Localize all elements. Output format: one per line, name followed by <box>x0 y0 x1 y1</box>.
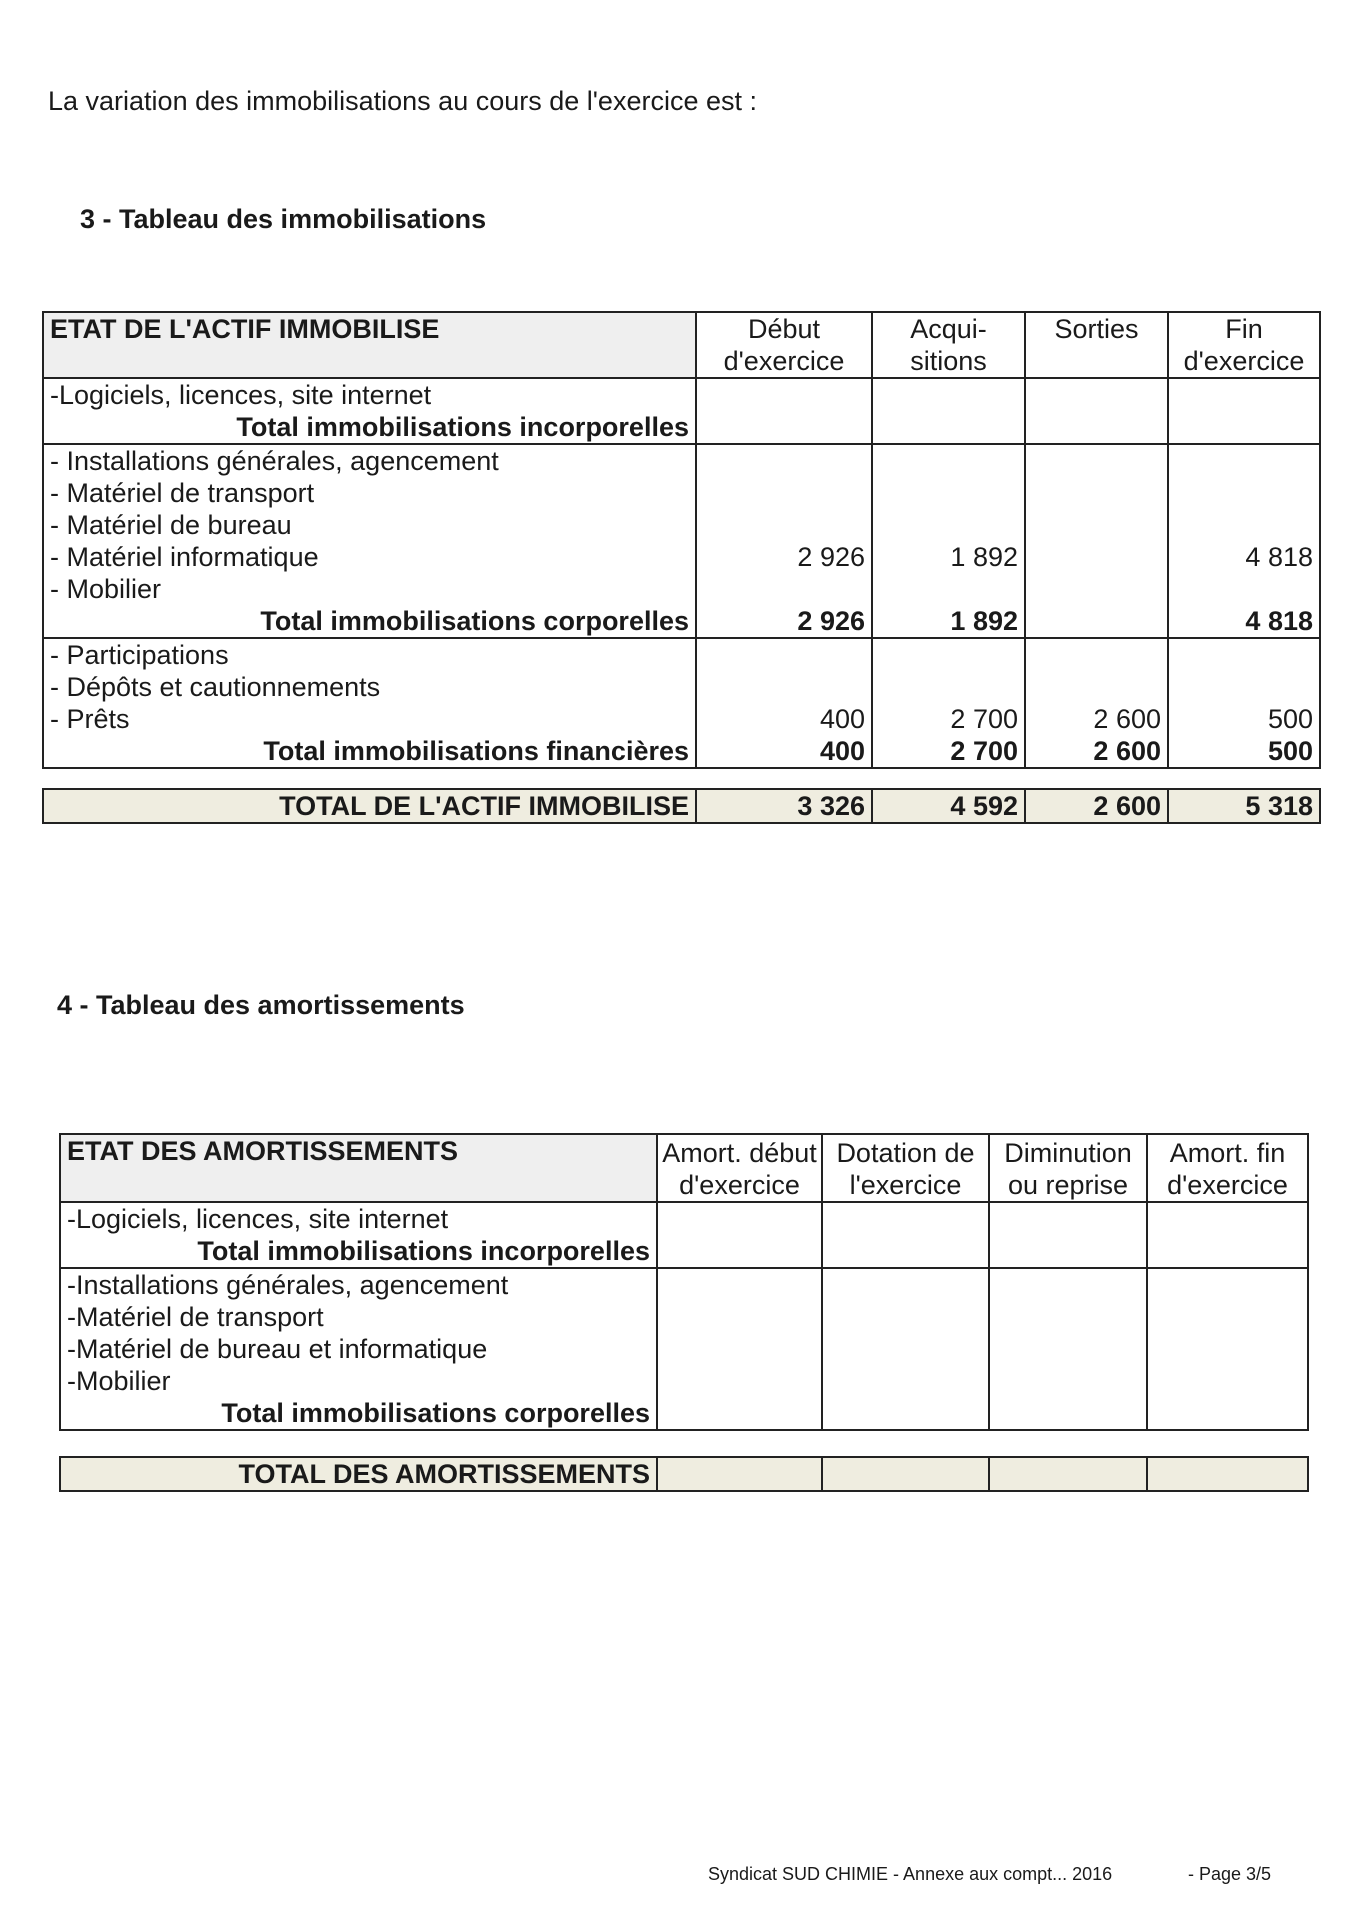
total-corporelles-acquisitions: 1 892 <box>950 606 1018 636</box>
list-item: - Matériel de bureau <box>50 510 292 540</box>
financieres-sorties <box>1025 638 1168 768</box>
financieres-debut <box>696 638 872 768</box>
prets-sorties: 2 600 <box>1093 704 1161 734</box>
total-corporelles-debut: 2 926 <box>797 606 865 636</box>
list-item: -Matériel de transport <box>67 1302 324 1332</box>
total-actif-debut: 3 326 <box>696 789 872 823</box>
amortissements-table <box>59 1133 1309 1431</box>
total-incorporelles-label: Total immobilisations incorporelles <box>236 412 689 442</box>
total-corporelles-fin: 4 818 <box>1245 606 1313 636</box>
informatique-fin: 4 818 <box>1245 542 1313 572</box>
list-item: -Logiciels, licences, site internet <box>67 1204 449 1234</box>
section-3-title: 3 - Tableau des immobilisations <box>80 204 487 234</box>
incorporelles-labels <box>43 378 696 444</box>
list-item: -Matériel de bureau et informatique <box>67 1334 488 1364</box>
header-fin: Fin d'exercice <box>1168 312 1320 378</box>
corporelles-acquisitions <box>872 444 1025 638</box>
financieres-group <box>43 638 1320 768</box>
incorporelles-fin <box>1168 378 1320 444</box>
total-amort-diminution <box>989 1457 1147 1491</box>
informatique-acquisitions: 1 892 <box>950 542 1018 572</box>
financieres-fin <box>1168 638 1320 768</box>
amort-incorporelles-fin <box>1147 1202 1308 1268</box>
list-item: - Participations <box>50 640 229 670</box>
total-corporelles-label: Total immobilisations corporelles <box>221 1398 650 1428</box>
total-financieres-debut: 400 <box>819 736 865 766</box>
incorporelles-acquisitions <box>872 378 1025 444</box>
corporelles-group <box>43 444 1320 638</box>
amort-corporelles-group <box>60 1268 1308 1430</box>
amort-corporelles-debut <box>657 1268 822 1430</box>
amort-corporelles-diminution <box>989 1268 1147 1430</box>
table-header-row <box>43 312 1320 378</box>
corporelles-labels <box>43 444 696 638</box>
financieres-acquisitions <box>872 638 1025 768</box>
total-financieres-label: Total immobilisations financières <box>263 736 689 766</box>
total-amortissements-label: TOTAL DES AMORTISSEMENTS <box>60 1457 657 1491</box>
list-item: -Installations générales, agencement <box>67 1270 509 1300</box>
total-financieres-acquisitions: 2 700 <box>950 736 1018 766</box>
header-diminution: Diminution ou reprise <box>989 1134 1147 1202</box>
section-4-title: 4 - Tableau des amortissements <box>57 990 465 1020</box>
header-acquisitions: Acqui- sitions <box>872 312 1025 378</box>
list-item: - Prêts <box>50 704 130 734</box>
header-debut: Début d'exercice <box>696 312 872 378</box>
incorporelles-debut <box>696 378 872 444</box>
prets-debut: 400 <box>819 704 865 734</box>
total-incorporelles-label: Total immobilisations incorporelles <box>197 1236 650 1266</box>
total-row <box>60 1457 1308 1491</box>
total-actif-fin: 5 318 <box>1168 789 1320 823</box>
actif-immobilise-total-table <box>42 788 1321 824</box>
list-item: - Installations générales, agencement <box>50 446 499 476</box>
amort-incorporelles-diminution <box>989 1202 1147 1268</box>
prets-fin: 500 <box>1267 704 1313 734</box>
corporelles-sorties <box>1025 444 1168 638</box>
incorporelles-group <box>43 378 1320 444</box>
corporelles-debut <box>696 444 872 638</box>
header-sorties: Sorties <box>1025 312 1168 378</box>
prets-acquisitions: 2 700 <box>950 704 1018 734</box>
list-item: - Matériel informatique <box>50 542 319 572</box>
amort-corporelles-dotation <box>822 1268 989 1430</box>
immobilisations-table <box>42 311 1321 769</box>
informatique-debut: 2 926 <box>797 542 865 572</box>
list-item: -Mobilier <box>67 1366 171 1396</box>
total-financieres-sorties: 2 600 <box>1093 736 1161 766</box>
header-etat-actif: ETAT DE L'ACTIF IMMOBILISE <box>43 312 696 378</box>
amort-corporelles-fin <box>1147 1268 1308 1430</box>
header-dotation: Dotation de l'exercice <box>822 1134 989 1202</box>
total-amort-fin <box>1147 1457 1308 1491</box>
footer-page-number: - Page 3/5 <box>1188 1864 1272 1884</box>
incorporelles-sorties <box>1025 378 1168 444</box>
list-item: -Logiciels, licences, site internet <box>50 380 432 410</box>
list-item: - Matériel de transport <box>50 478 315 508</box>
total-financieres-fin: 500 <box>1267 736 1313 766</box>
footer-document-info: Syndicat SUD CHIMIE - Annexe aux compt... 2016 <box>708 1864 1113 1884</box>
corporelles-fin <box>1168 444 1320 638</box>
total-row <box>43 789 1320 823</box>
amort-incorporelles-dotation <box>822 1202 989 1268</box>
total-corporelles-label: Total immobilisations corporelles <box>260 606 689 636</box>
table-header-row <box>60 1134 1308 1202</box>
total-amort-debut <box>657 1457 822 1491</box>
list-item: - Mobilier <box>50 574 162 604</box>
intro-text: La variation des immobilisations au cours de l'exercice est : <box>48 86 757 116</box>
total-actif-label: TOTAL DE L'ACTIF IMMOBILISE <box>43 789 696 823</box>
amort-incorporelles-debut <box>657 1202 822 1268</box>
list-item: - Dépôts et cautionnements <box>50 672 381 702</box>
amort-corporelles-labels <box>60 1268 657 1430</box>
header-etat-amortissements: ETAT DES AMORTISSEMENTS <box>60 1134 657 1202</box>
total-actif-acquisitions: 4 592 <box>872 789 1025 823</box>
total-actif-sorties: 2 600 <box>1025 789 1168 823</box>
financieres-labels <box>43 638 696 768</box>
amort-incorporelles-group <box>60 1202 1308 1268</box>
total-amort-dotation <box>822 1457 989 1491</box>
amortissements-total-table <box>59 1456 1309 1492</box>
header-amort-debut: Amort. début d'exercice <box>657 1134 822 1202</box>
amort-incorporelles-labels <box>60 1202 657 1268</box>
header-amort-fin: Amort. fin d'exercice <box>1147 1134 1308 1202</box>
